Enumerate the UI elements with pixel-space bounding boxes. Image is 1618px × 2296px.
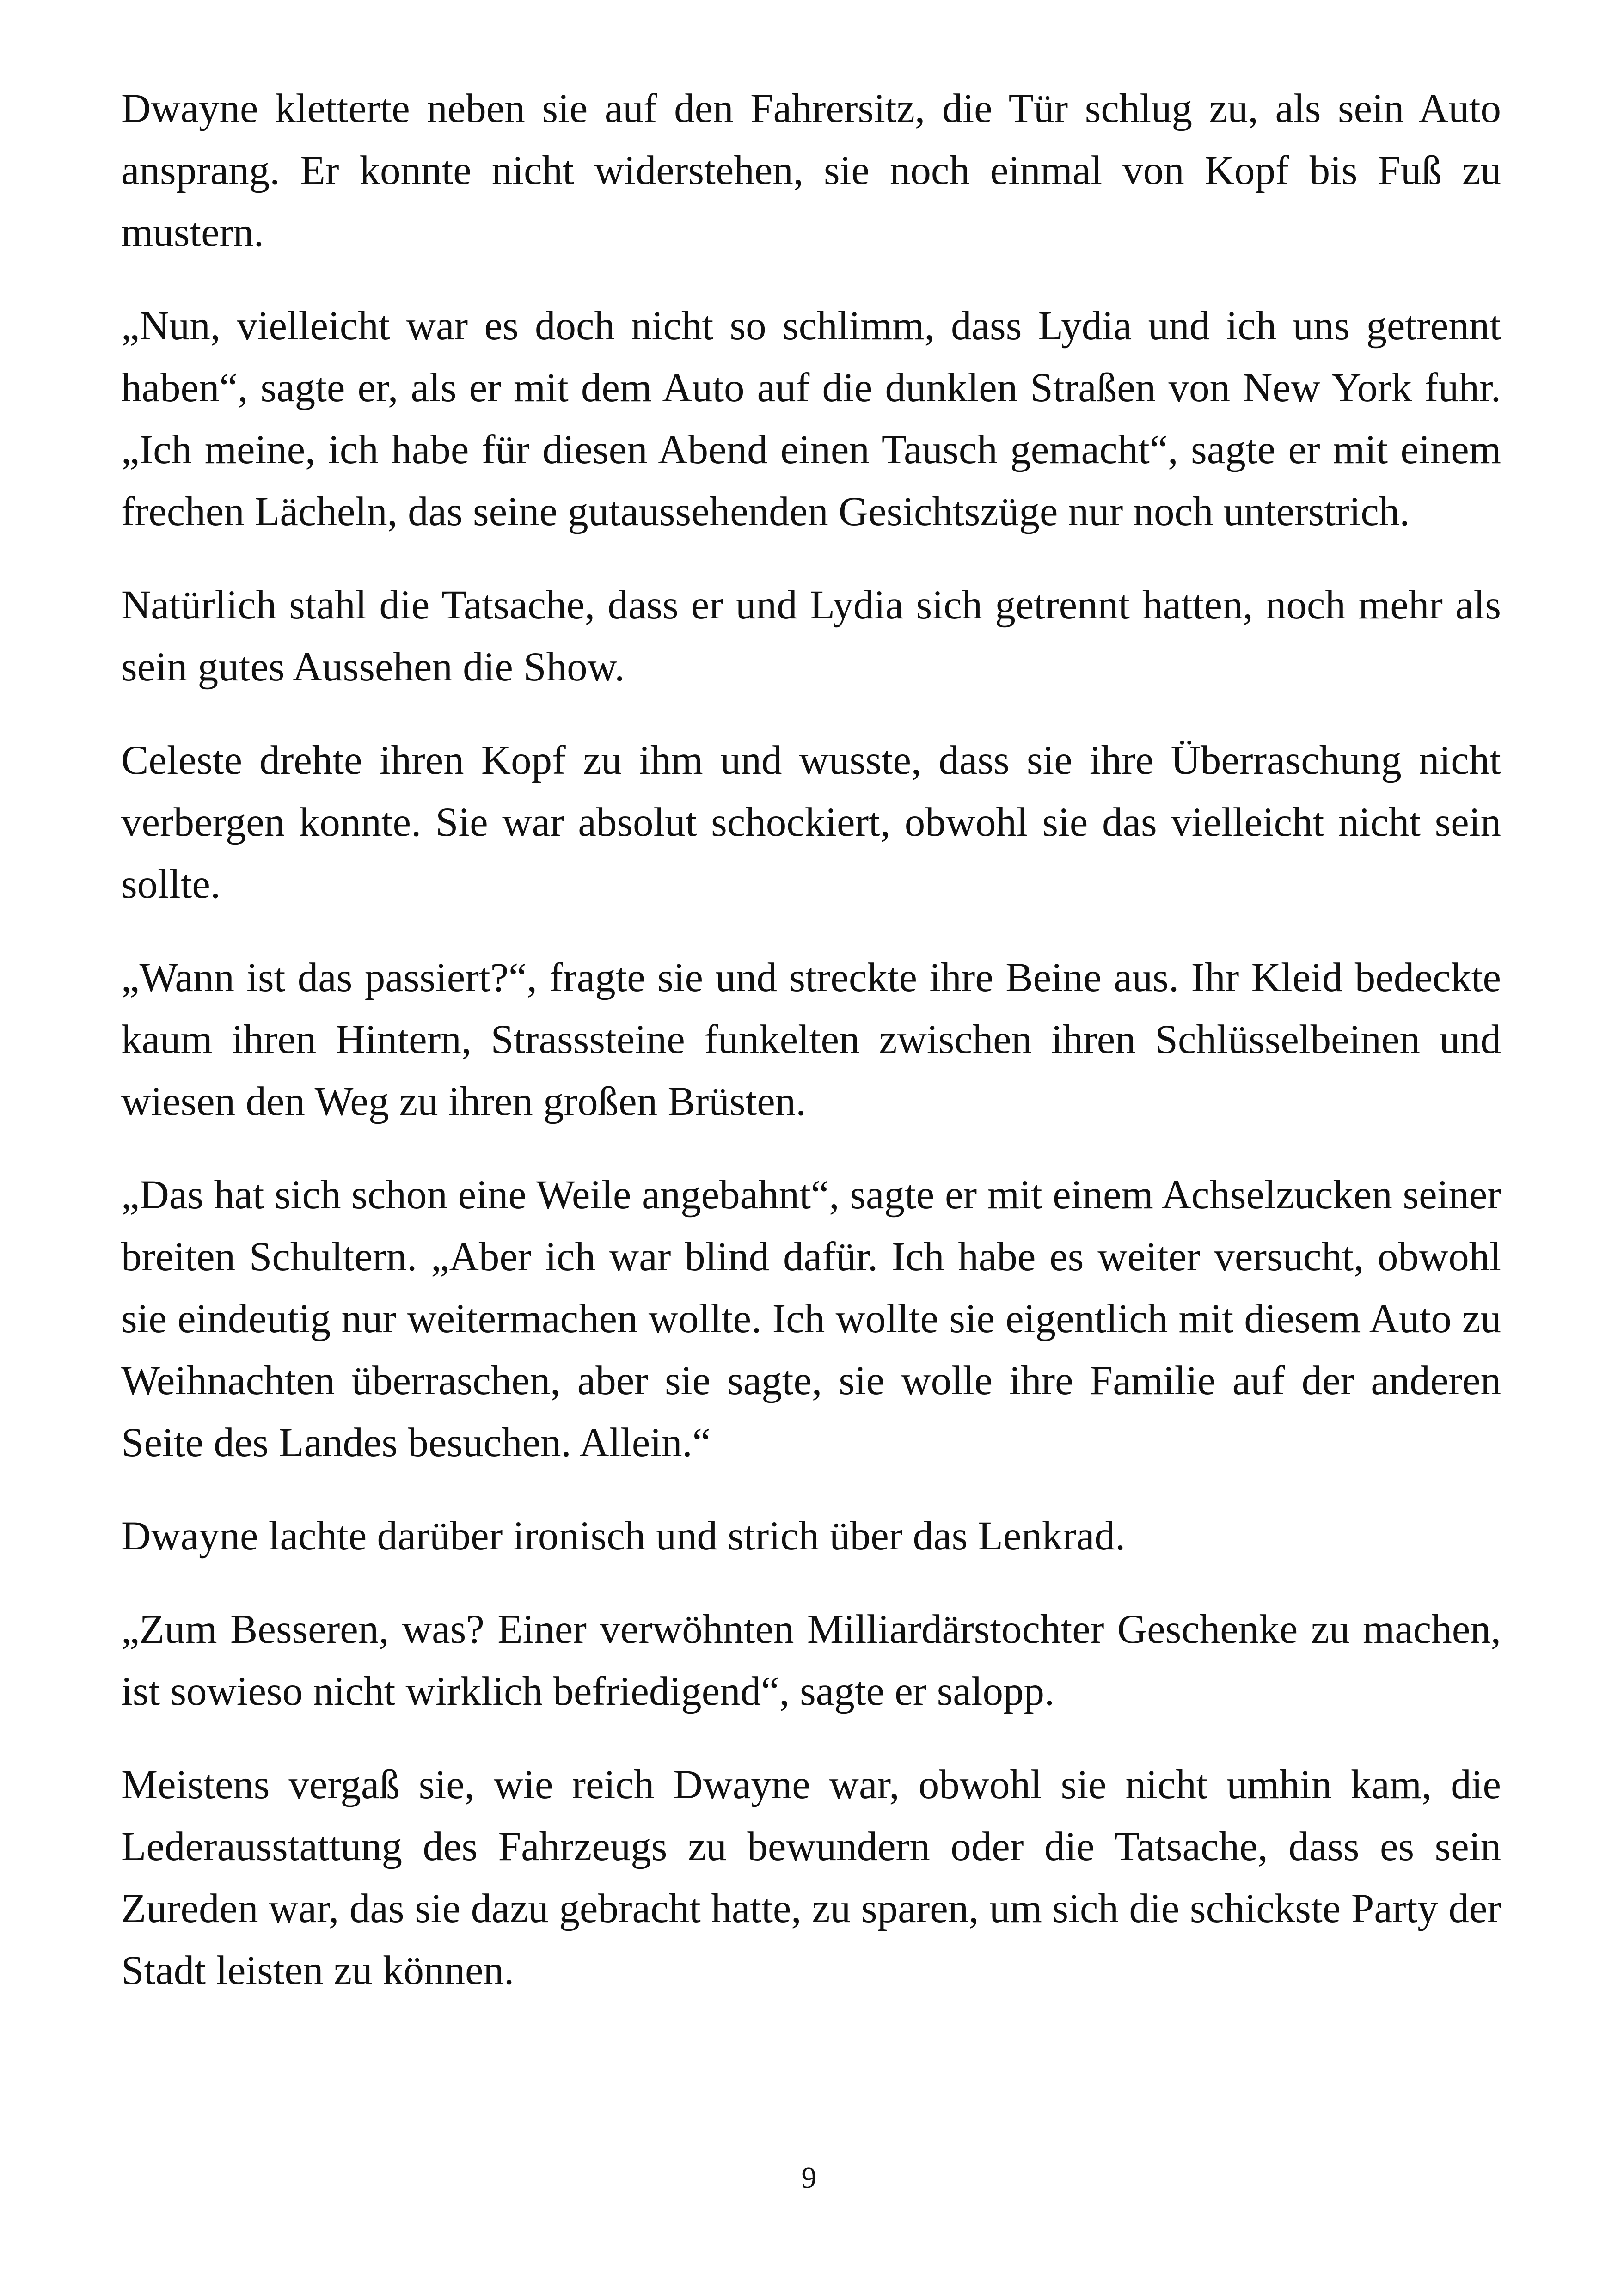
text-body <box>121 78 1501 2033</box>
paragraph: „Wann ist das passiert?“, fragte sie und streckte ihre Beine aus. Ihr Kleid bedeckte kaum ihren Hintern, Strasssteine funkelten zwischen ihren Schlüsselbeinen und wiesen den Weg zu ihren großen Brüsten. <box>121 955 1501 1124</box>
paragraph: Natürlich stahl die Tatsache, dass er und Lydia sich getrennt hatten, noch mehr als sein gutes Aussehen die Show. <box>121 582 1501 690</box>
paragraph: „Das hat sich schon eine Weile angebahnt“, sagte er mit einem Achselzucken seiner breiten Schultern. „Aber ich war blind dafür. Ich habe es weiter versucht, obwohl sie eindeutig nur weitermachen wollte. Ich wollte sie eigentlich mit diesem Auto zu Weihnachten überraschen, aber sie sagte, sie wolle ihre Familie auf der anderen Seite des Landes besuchen. Allein.“ <box>121 1172 1501 1465</box>
paragraph: Meistens vergaß sie, wie reich Dwayne war, obwohl sie nicht umhin kam, die Lederausstattung des Fahrzeugs zu bewundern oder die Tatsache, dass es sein Zureden war, das sie dazu gebracht hatte, zu sparen, um sich die schickste Party der Stadt leisten zu können. <box>121 1762 1501 1993</box>
paragraph: „Nun, vielleicht war es doch nicht so schlimm, dass Lydia und ich uns getrennt haben“, sagte er, als er mit dem Auto auf die dunklen Straßen von New York fuhr. „Ich meine, ich habe für diesen Abend einen Tausch gemacht“, sagte er mit einem frechen Lächeln, das seine gutaussehenden Gesichtszüge nur noch unterstrich. <box>121 303 1501 534</box>
paragraph: „Zum Besseren, was? Einer verwöhnten Milliardärstochter Geschenke zu machen, ist sowieso nicht wirklich befriedigend“, sagte er salopp. <box>121 1607 1501 1714</box>
paragraph: Celeste drehte ihren Kopf zu ihm und wusste, dass sie ihre Überraschung nicht verbergen konnte. Sie war absolut schockiert, obwohl sie das vielleicht nicht sein sollte. <box>121 738 1501 907</box>
page-number: 9 <box>801 2161 817 2195</box>
paragraph: Dwayne lachte darüber ironisch und strich über das Lenkrad. <box>121 1513 1126 1559</box>
paragraph: Dwayne kletterte neben sie auf den Fahrersitz, die Tür schlug zu, als sein Auto ansprang. Er konnte nicht widerstehen, sie noch einmal von Kopf bis Fuß zu mustern. <box>121 86 1501 255</box>
